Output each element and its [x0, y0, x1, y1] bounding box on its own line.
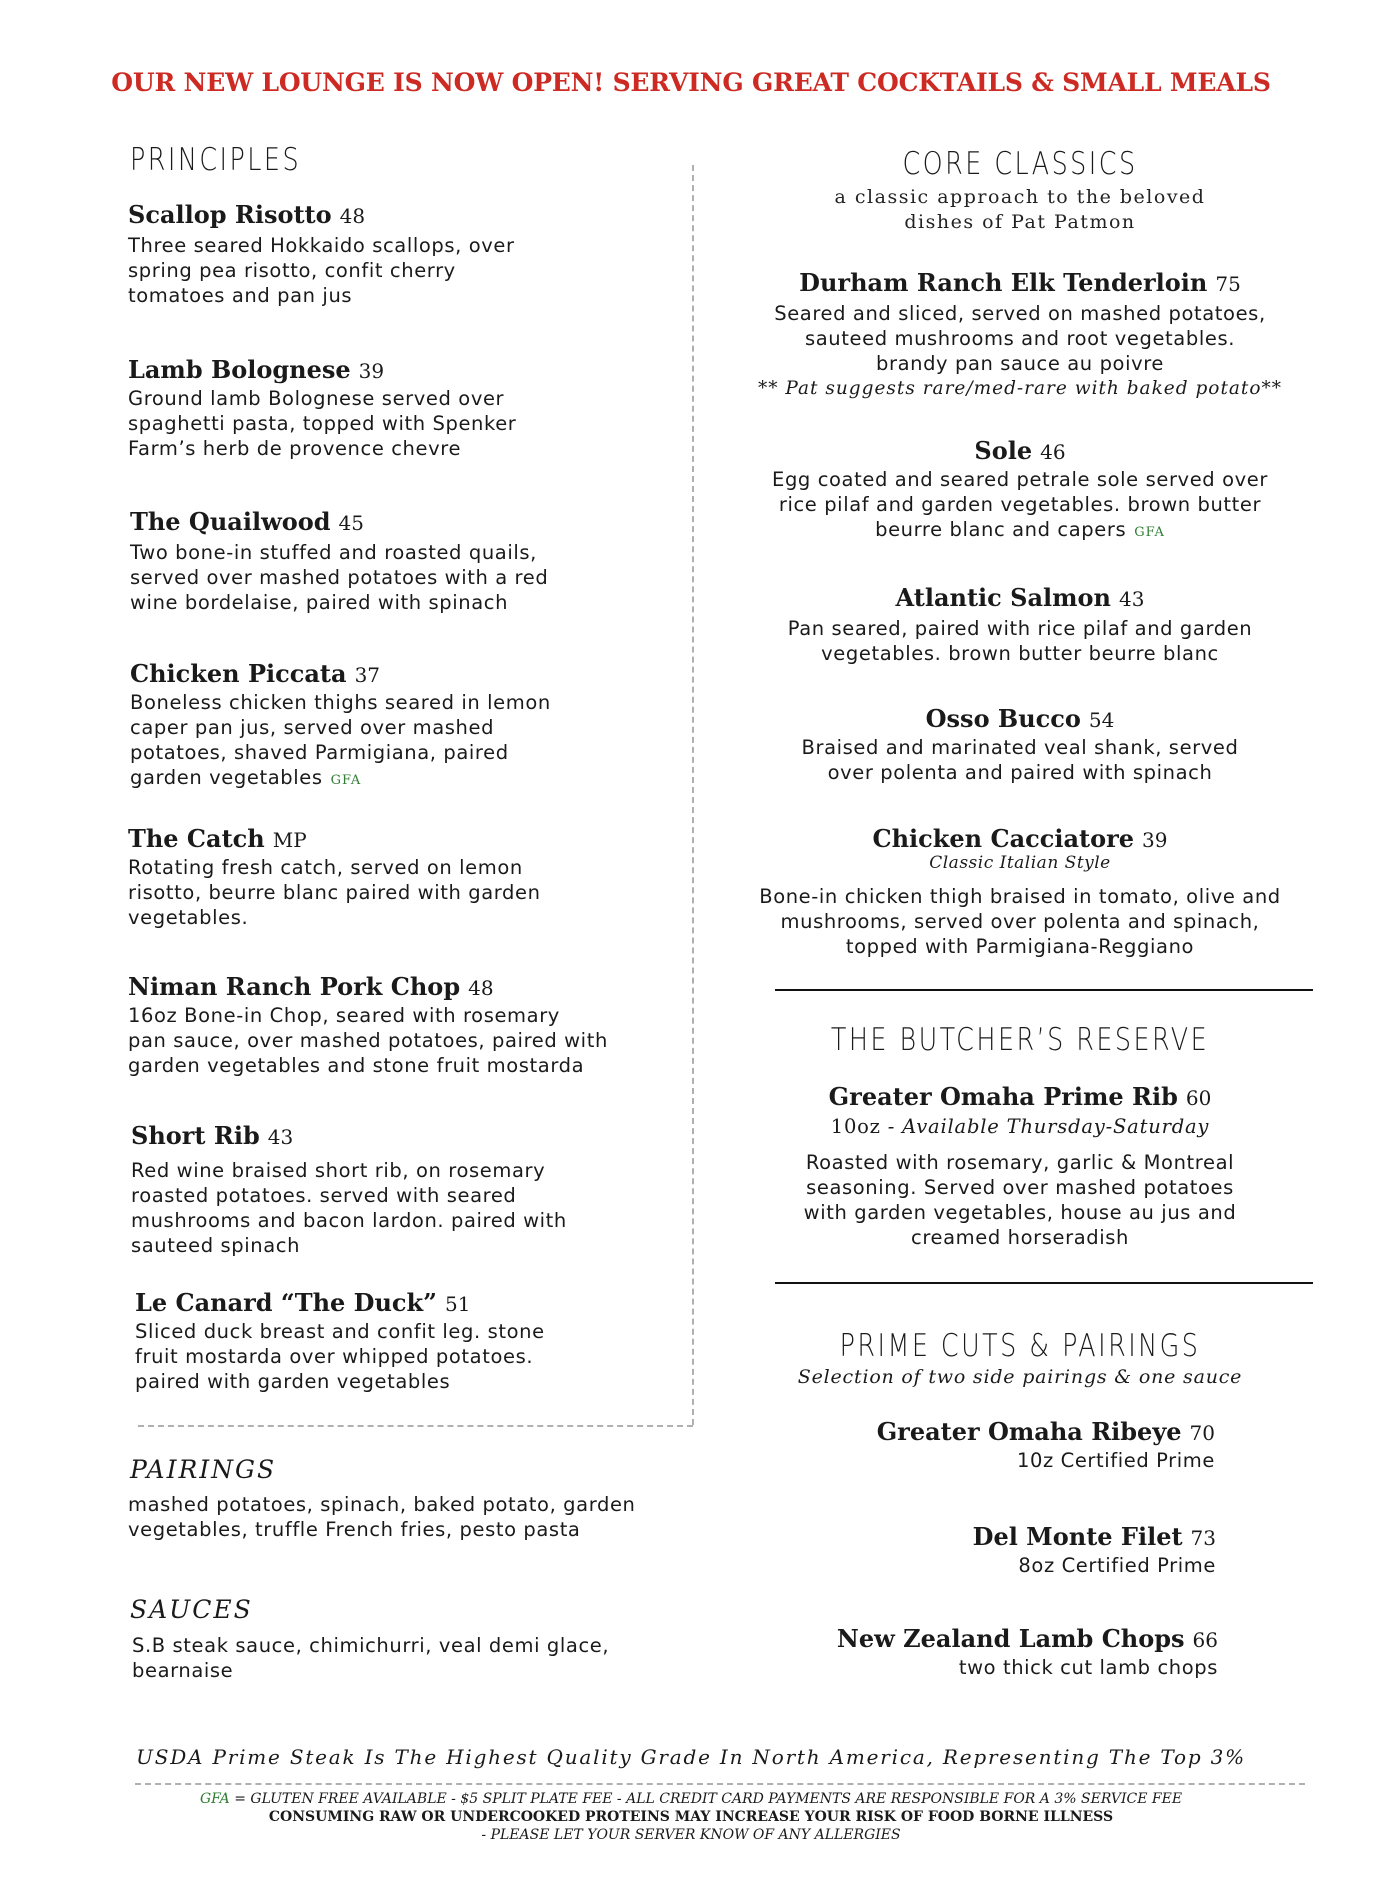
- footer-notices: [0, 1790, 1382, 1844]
- menu-item-osso-bucco: [720, 704, 1320, 785]
- usda-statement: USDA Prime Steak Is The Highest Quality Grade In North America, Representing The Top 3%: [136, 1745, 1246, 1769]
- menu-item-prime-rib: [720, 1082, 1320, 1250]
- dish-price: 43: [1118, 587, 1145, 611]
- dish-description: Bone-in chicken thigh braised in tomato, olive and mushrooms, served over polenta and spinach, topped with Parmigiana-Reggiano: [759, 885, 1281, 958]
- dish-price: 60: [1185, 1086, 1212, 1110]
- section-divider: [775, 989, 1313, 991]
- dish-description: Two bone-in stuffed and roasted quails, served over mashed potatoes with a red wine bordelaise, paired with spinach: [130, 541, 549, 614]
- chef-suggestion-note: ** Pat suggests rare/med-rare with baked potato**: [758, 378, 1282, 399]
- menu-item-chicken-cacciatore: [720, 824, 1320, 959]
- gfa-badge: GFA: [330, 773, 362, 788]
- prime-cuts-subtitle: Selection of two side pairings & one sauce: [797, 1366, 1243, 1388]
- butchers-reserve-title: THE BUTCHER’S RESERVE: [830, 1022, 1210, 1058]
- menu-item-short-rib: [131, 1121, 691, 1258]
- dish-price: 48: [468, 976, 494, 1000]
- prime-cuts-title: PRIME CUTS & PAIRINGS: [839, 1328, 1201, 1364]
- dish-name: Short Rib 43: [131, 1121, 294, 1150]
- dish-price: MP: [272, 828, 307, 852]
- footer-divider: [135, 1783, 1305, 1785]
- dish-description: Rotating fresh catch, served on lemon risotto, beurre blanc paired with garden vegetables.: [128, 856, 541, 929]
- menu-item-scallop-risotto: [128, 200, 688, 308]
- dish-name: Chicken Piccata 37: [130, 659, 381, 688]
- dish-price: 75: [1215, 272, 1241, 296]
- dish-price: 48: [339, 204, 366, 228]
- menu-item-le-canard: [135, 1288, 695, 1394]
- footer-line-raw-warning: CONSUMING RAW OR UNDERCOOKED PROTEINS MAY INCREASE YOUR RISK OF FOOD BORNE ILLNESS: [268, 1809, 1114, 1825]
- column-divider: [692, 165, 694, 1425]
- dish-description: Pan seared, paired with rice pilaf and garden vegetables. brown butter beurre blanc: [787, 617, 1253, 665]
- dish-name: Sole 46: [974, 436, 1066, 465]
- dish-price: 45: [338, 511, 364, 535]
- principles-title: PRINCIPLES: [130, 142, 302, 178]
- dish-name: New Zealand Lamb Chops 66: [836, 1624, 1218, 1653]
- sauces-title: SAUCES: [130, 1595, 253, 1624]
- menu-item-niman-ranch-pork-chop: [128, 972, 693, 1078]
- section-divider: [775, 1282, 1313, 1284]
- dish-name: Chicken Cacciatore 39: [872, 824, 1168, 853]
- dish-description: Sliced duck breast and confit leg. stone fruit mostarda over whipped potatoes. paired with garden vegetables: [135, 1320, 545, 1393]
- dish-name: Le Canard “The Duck” 51: [135, 1288, 471, 1317]
- dish-price: 70: [1189, 1421, 1215, 1445]
- footer-line-allergies: - PLEASE LET YOUR SERVER KNOW OF ANY ALLERGIES: [481, 1827, 901, 1843]
- lounge-banner: OUR NEW LOUNGE IS NOW OPEN! SERVING GREAT COCKTAILS & SMALL MEALS: [111, 68, 1271, 97]
- menu-item-elk-tenderloin: [720, 268, 1320, 401]
- pairings-list: mashed potatoes, spinach, baked potato, garden vegetables, truffle French fries, pesto pasta: [128, 1493, 636, 1541]
- gfa-label: GFA: [199, 1791, 230, 1807]
- dish-name: Del Monte Filet 73: [972, 1522, 1216, 1551]
- dish-name: Niman Ranch Pork Chop 48: [128, 972, 494, 1001]
- dish-name: Greater Omaha Ribeye 70: [876, 1417, 1215, 1446]
- dish-description: two thick cut lamb chops: [958, 1656, 1218, 1679]
- dish-name: Osso Bucco 54: [925, 704, 1115, 733]
- dish-name: Atlantic Salmon 43: [895, 583, 1145, 612]
- core-classics-title: CORE CLASSICS: [902, 146, 1138, 182]
- dish-description: Boneless chicken thighs seared in lemon caper pan jus, served over mashed potatoes, shaved Parmigiana, paired garden vegetables GFA: [130, 691, 551, 789]
- dish-price: 51: [444, 1292, 471, 1316]
- menu-item-lamb-chops: [720, 1624, 1218, 1680]
- dish-price: 39: [1142, 828, 1168, 852]
- sauces-list: S.B steak sauce, chimichurri, veal demi glace, bearnaise: [132, 1634, 610, 1682]
- dish-price: 54: [1088, 708, 1115, 732]
- menu-item-the-catch: [128, 824, 688, 930]
- dish-description: Roasted with rosemary, garlic & Montreal seasoning. Served over mashed potatoes with garden vegetables, house au jus and creamed horseradish: [803, 1151, 1237, 1249]
- menu-item-the-quailwood: [130, 507, 690, 615]
- dish-price: 66: [1192, 1628, 1218, 1652]
- dish-description: Braised and marinated veal shank, served over polenta and paired with spinach: [801, 736, 1239, 784]
- dish-name: Scallop Risotto 48: [128, 200, 366, 229]
- gfa-badge: GFA: [1134, 525, 1165, 540]
- dish-name: The Catch MP: [128, 824, 307, 853]
- dish-description: Red wine braised short rib, on rosemary roasted potatoes. served with seared mushrooms and bacon lardon. paired with sauteed spinach: [131, 1159, 567, 1257]
- menu-item-ribeye: [720, 1417, 1215, 1473]
- dish-name: The Quailwood 45: [130, 507, 364, 536]
- dish-price: 37: [354, 663, 381, 687]
- pairings-title: PAIRINGS: [130, 1455, 277, 1484]
- dish-name: Durham Ranch Elk Tenderloin 75: [799, 268, 1241, 297]
- dish-description: 10z Certified Prime: [1016, 1449, 1215, 1472]
- menu-item-sole: [720, 436, 1320, 545]
- menu-item-lamb-bolognese: [128, 355, 688, 461]
- dish-style: Classic Italian Style: [929, 853, 1111, 873]
- prime-rib-availability: 10oz - Available Thursday-Saturday: [830, 1115, 1210, 1138]
- menu-item-del-monte-filet: [720, 1522, 1216, 1578]
- dish-description: Three seared Hokkaido scallops, over spring pea risotto, confit cherry tomatoes and pan jus: [128, 234, 515, 307]
- dish-price: 46: [1040, 440, 1066, 464]
- principles-bottom-divider: [138, 1425, 693, 1427]
- dish-name: Greater Omaha Prime Rib 60: [828, 1082, 1212, 1111]
- footer-line-gfa: GFA = GLUTEN FREE AVAILABLE - $5 SPLIT PLATE FEE - ALL CREDIT CARD PAYMENTS ARE RESPONSIBLE FOR A 3% SERVICE FEE: [199, 1791, 1183, 1807]
- core-classics-subtitle: a classic approach to the beloved dishes of Pat Patmon: [834, 186, 1206, 233]
- dish-description: Seared and sliced, served on mashed potatoes, sauteed mushrooms and root vegetables. brandy pan sauce au poivre: [774, 302, 1266, 375]
- dish-name: Lamb Bolognese 39: [128, 355, 385, 384]
- dish-price: 73: [1190, 1526, 1216, 1550]
- menu-item-chicken-piccata: [130, 659, 690, 793]
- dish-description: 8oz Certified Prime: [1018, 1554, 1216, 1577]
- dish-description: 16oz Bone-in Chop, seared with rosemary pan sauce, over mashed potatoes, paired with garden vegetables and stone fruit mostarda: [128, 1004, 608, 1077]
- dish-price: 43: [267, 1125, 294, 1149]
- menu-item-atlantic-salmon: [720, 583, 1320, 666]
- dish-description: Ground lamb Bolognese served over spaghetti pasta, topped with Spenker Farm’s herb de provence chevre: [128, 387, 517, 460]
- dish-description: Egg coated and seared petrale sole served over rice pilaf and garden vegetables. brown butter beurre blanc and capers GFA: [772, 468, 1268, 541]
- dish-price: 39: [358, 359, 385, 383]
